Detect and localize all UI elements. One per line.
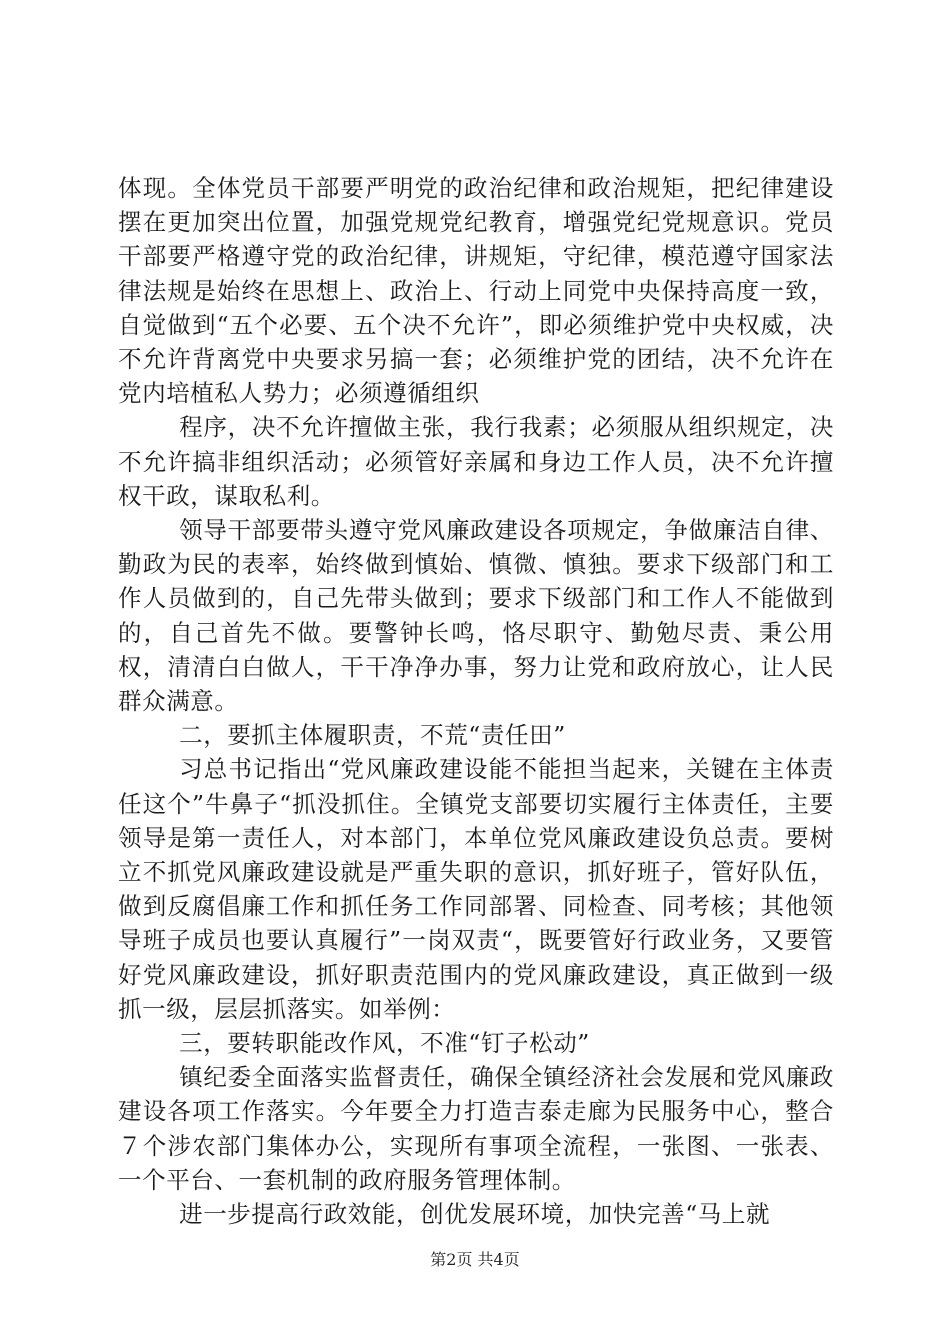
paragraph-2: 程序，决不允许擅做主张，我行我素；必须服从组织规定，决不允许搞非组织活动；必须管好亲属和身边工作人员，决不允许擅权干政，谋取私利。 (118, 413, 834, 510)
paragraph-5: 镇纪委全面落实监督责任，确保全镇经济社会发展和党风廉政建设各项工作落实。今年要全力打造吉泰走廊为民服务中心，整合７个涉农部门集体办公，实现所有事项全流程，一张图、一张表、一个平台、一套机制的政府服务管理体制。 (118, 1063, 834, 1194)
section-heading-3: 三，要转职能改作风，不准“钉子松动” (179, 1029, 590, 1058)
page-footer: 第2页 共4页 (430, 1250, 520, 1269)
paragraph-6: 进一步提高行政效能，创优发展环境，加快完善“马上就 (179, 1200, 771, 1229)
section-heading-2: 二，要抓主体履职责，不荒“责任田” (179, 721, 566, 750)
paragraph-1: 体现。全体党员干部要严明党的政治纪律和政治规矩，把纪律建设摆在更加突出位置，加强党规党纪教育，增强党纪党规意识。党员干部要严格遵守党的政治纪律，讲规矩，守纪律，模范遵守国家法律法规是始终在思想上、政治上、行动上同党中央保持高度一致，自觉做到“五个必要、五个决不允许”，即必须维护党中央权威，决不允许背离党中央要求另搞一套；必须维护党的团结，决不允许在党内培植私人势力；必须遵循组织 (118, 174, 834, 408)
paragraph-3: 领导干部要带头遵守党风廉政建设各项规定，争做廉洁自律、勤政为民的表率，始终做到慎始、慎微、慎独。要求下级部门和工作人员做到的，自己先带头做到；要求下级部门和工作人不能做到的，自己首先不做。要警钟长鸣，恪尽职守、勤勉尽责、秉公用权，清清白白做人，干干净净办事，努力让党和政府放心，让人民群众满意。 (118, 516, 834, 716)
document-body (118, 171, 834, 1231)
paragraph-4: 习总书记指出“党风廉政建设能不能担当起来，关键在主体责任这个”牛鼻子“抓没抓住。全镇党支部要切实履行主体责任，主要领导是第一责任人，对本部门，本单位党风廉政建设负总责。要树立不抓党风廉政建设就是严重失职的意识，抓好班子，管好队伍，做到反腐倡廉工作和抓任务工作同部署、同检查、同考核；其他领导班子成员也要认真履行”一岗双责“，既要管好行政业务，又要管好党风廉政建设，抓好职责范围内的党风廉政建设，真正做到一级抓一级，层层抓落实。如举例： (118, 755, 834, 1023)
